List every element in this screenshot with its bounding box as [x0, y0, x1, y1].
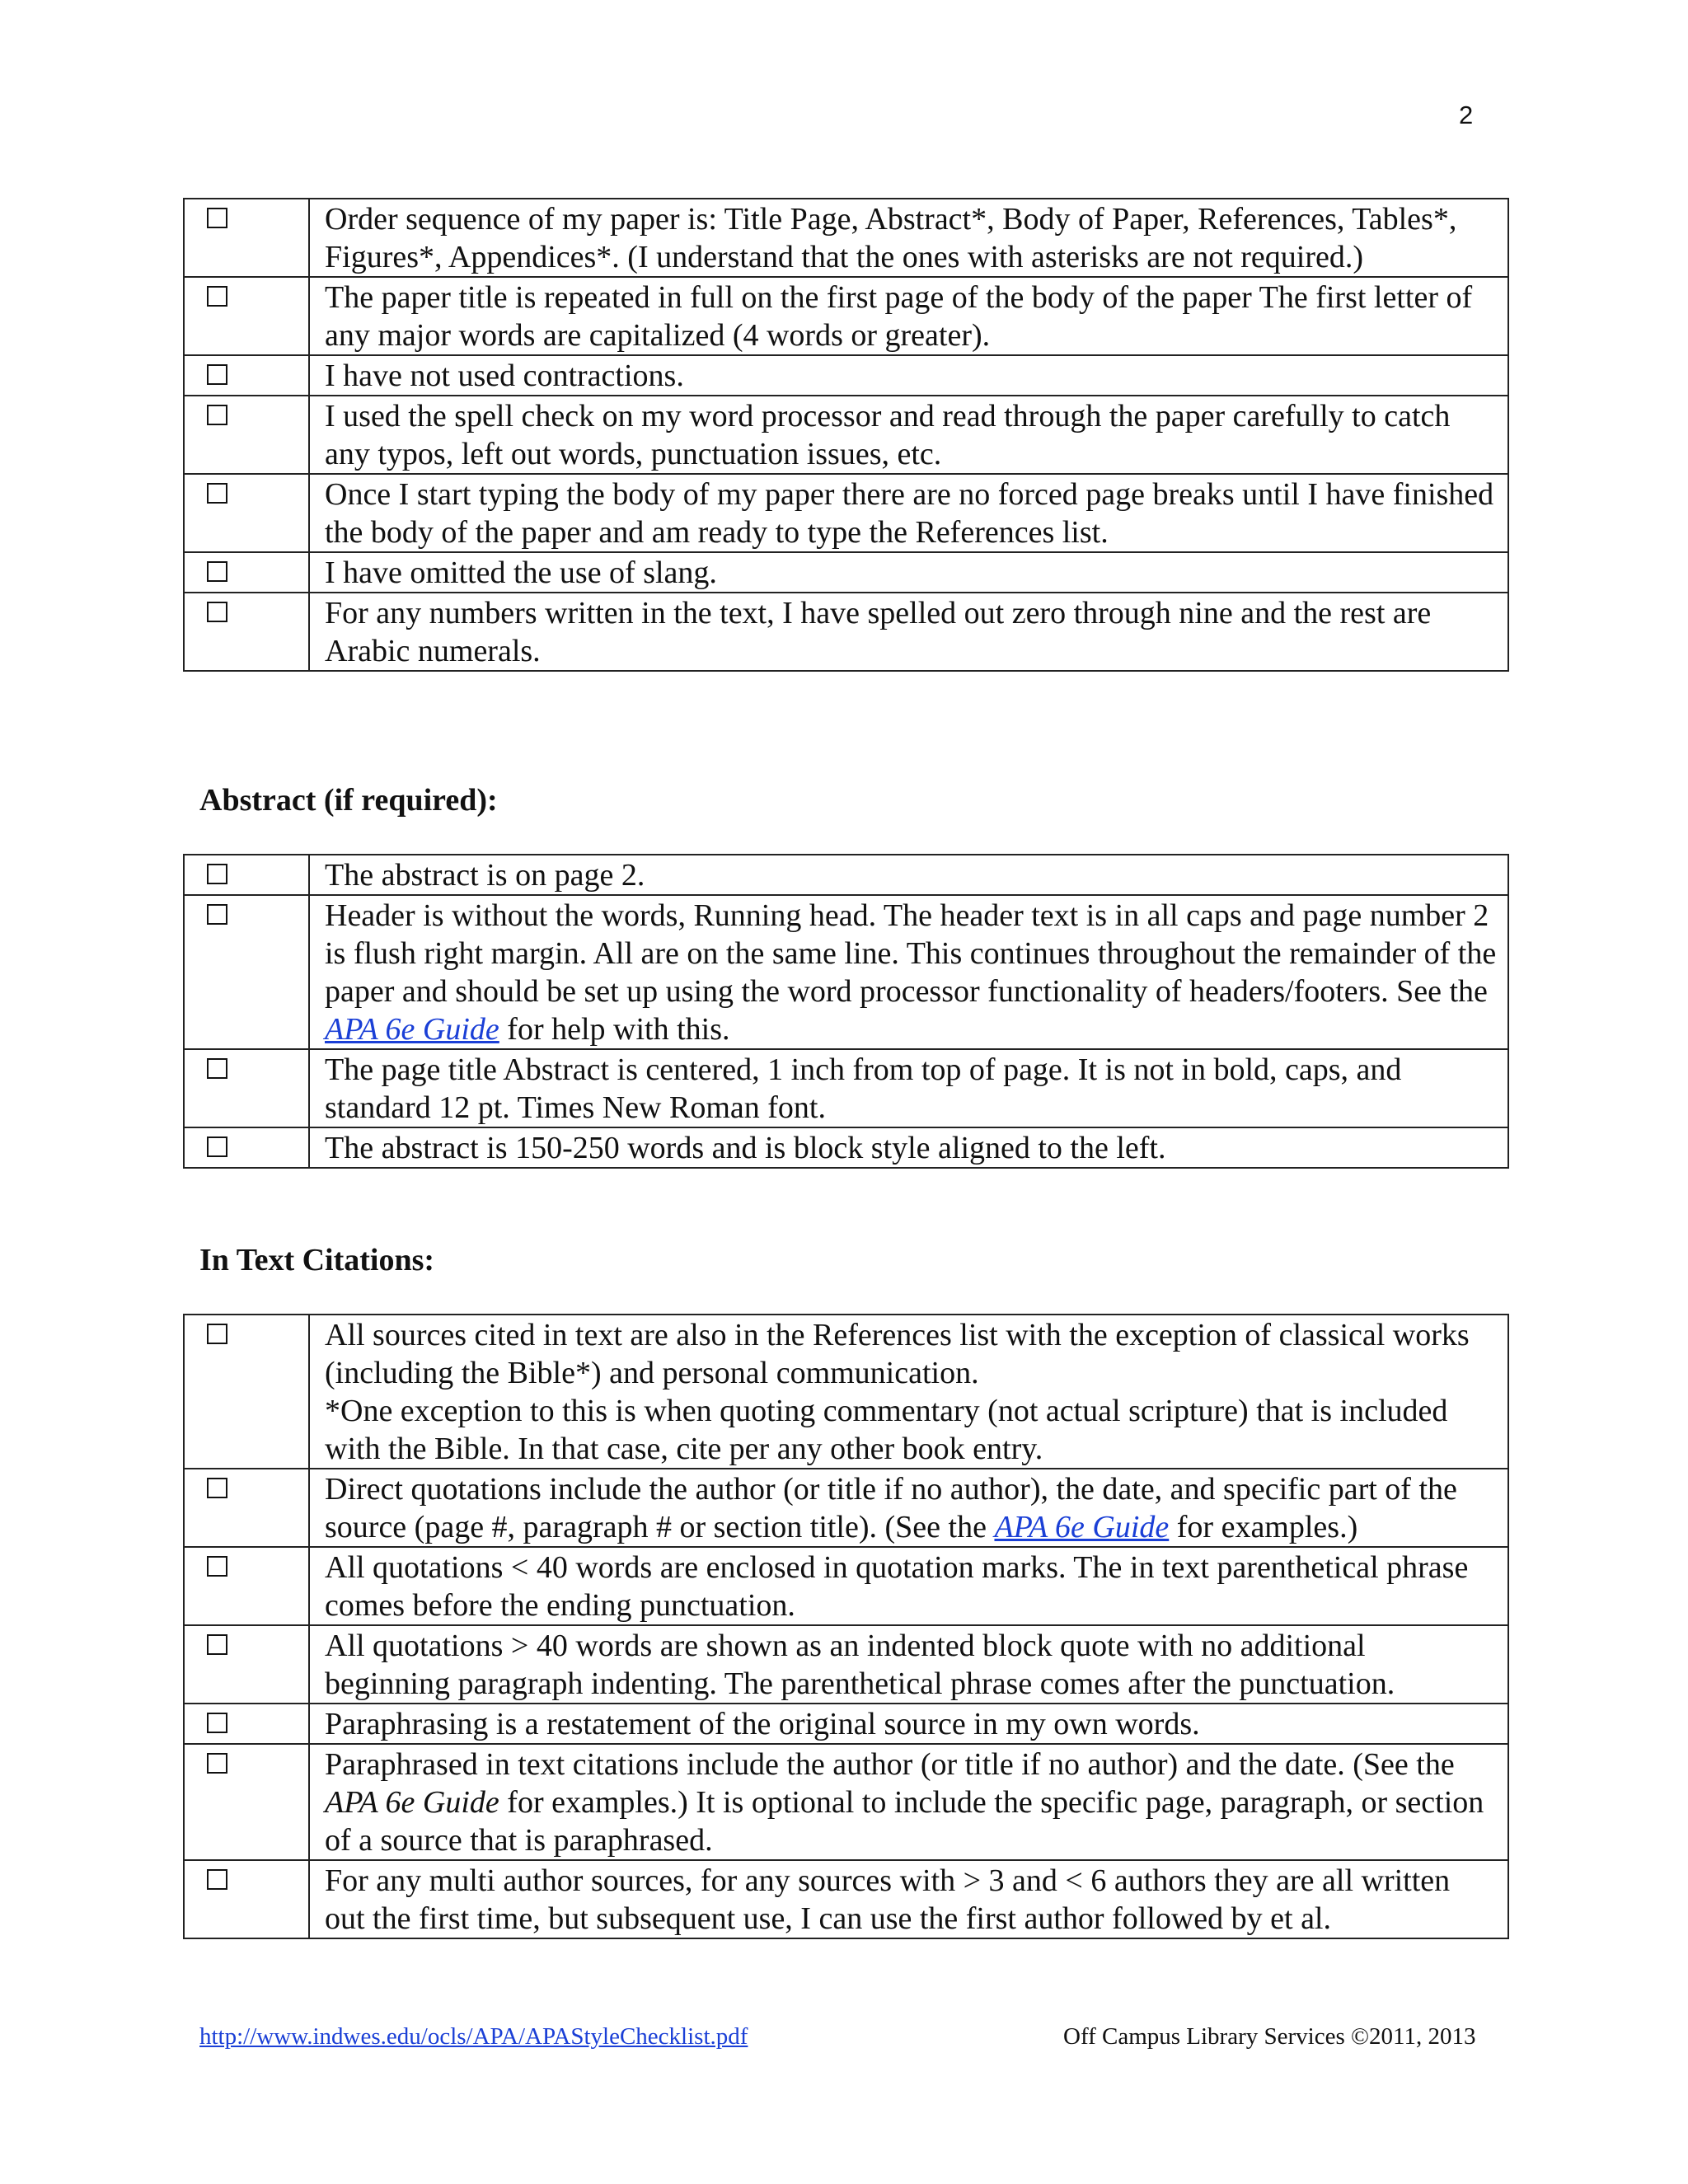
- checklist-row: [184, 474, 1508, 552]
- checklist-row: [184, 1860, 1508, 1938]
- checklist-row: [184, 1049, 1508, 1127]
- checkbox[interactable]: [207, 1713, 227, 1733]
- checklist-item-text: For any numbers written in the text, I have spelled out zero through nine and the rest are Arabic numerals.: [309, 593, 1508, 671]
- checkbox[interactable]: [207, 1556, 227, 1577]
- checklist-row: [184, 1469, 1508, 1547]
- apa-guide-link[interactable]: APA 6e Guide: [994, 1510, 1170, 1544]
- checkbox[interactable]: [207, 1634, 227, 1655]
- footer-copyright: Off Campus Library Services ©2011, 2013: [1063, 2023, 1476, 2050]
- checklist-item-text: Paraphrasing is a restatement of the original source in my own words.: [309, 1704, 1508, 1744]
- checklist-item-text: All sources cited in text are also in the References list with the exception of classical works (including the Bible*) and personal communication. *One exception to this is when quoting commentary (not actual scripture) that is included with the Bible. In that case, cite per any other book entry.: [309, 1315, 1508, 1469]
- checklist-row: [184, 552, 1508, 593]
- citations-checklist-table: [183, 1314, 1509, 1939]
- checklist-item-text: I used the spell check on my word processor and read through the paper carefully to catch any typos, left out words, punctuation issues, etc.: [309, 396, 1508, 474]
- abstract-checklist-table: [183, 854, 1509, 1169]
- in-text-citations-heading: In Text Citations:: [199, 1243, 435, 1277]
- checkbox[interactable]: [207, 286, 227, 307]
- checklist-item-text: Order sequence of my paper is: Title Page, Abstract*, Body of Paper, References, Tables*, Figures*, Appendices*. (I understand that the ones with asterisks are not required.): [309, 199, 1508, 277]
- checklist-item-text: For any multi author sources, for any sources with > 3 and < 6 authors they are all written out the first time, but subsequent use, I can use the first author followed by et al.: [309, 1860, 1508, 1938]
- checkbox[interactable]: [207, 904, 227, 925]
- abstract-heading: Abstract (if required):: [199, 783, 498, 818]
- checklist-item-text: The abstract is 150-250 words and is block style aligned to the left.: [309, 1127, 1508, 1168]
- checklist-item-text: Direct quotations include the author (or title if no author), the date, and specific part of the source (page #, paragraph # or section title). (See the APA 6e Guide for examples.): [309, 1469, 1508, 1547]
- checkbox[interactable]: [207, 1478, 227, 1498]
- checklist-row: [184, 355, 1508, 396]
- checklist-row: [184, 199, 1508, 277]
- checkbox[interactable]: [207, 1753, 227, 1774]
- checklist-row: [184, 1704, 1508, 1744]
- checkbox[interactable]: [207, 1324, 227, 1344]
- checklist-row: [184, 277, 1508, 355]
- checklist-row: [184, 1625, 1508, 1704]
- general-checklist-table: [183, 198, 1509, 672]
- checklist-item-text: The abstract is on page 2.: [309, 855, 1508, 895]
- checklist-item-text: I have omitted the use of slang.: [309, 552, 1508, 593]
- checklist-item-text: The paper title is repeated in full on the first page of the body of the paper The first letter of any major words are capitalized (4 words or greater).: [309, 277, 1508, 355]
- checkbox[interactable]: [207, 602, 227, 622]
- footer-url-link[interactable]: http://www.indwes.edu/ocls/APA/APAStyleChecklist.pdf: [199, 2023, 748, 2050]
- checklist-item-text: Header is without the words, Running head. The header text is in all caps and page number 2 is flush right margin. All are on the same line. This continues throughout the remainder of the paper and should be set up using the word processor functionality of headers/footers. See the APA 6e Guide for help with this.: [309, 895, 1508, 1049]
- checkbox[interactable]: [207, 405, 227, 425]
- checklist-row: [184, 1744, 1508, 1860]
- checkbox[interactable]: [207, 483, 227, 504]
- checkbox[interactable]: [207, 364, 227, 385]
- apa-guide-link[interactable]: APA 6e Guide: [325, 1012, 499, 1047]
- checklist-item-text: I have not used contractions.: [309, 355, 1508, 396]
- checkbox[interactable]: [207, 864, 227, 884]
- checkbox[interactable]: [207, 561, 227, 582]
- checklist-row: [184, 593, 1508, 671]
- apa-guide-title: APA 6e Guide: [325, 1785, 499, 1820]
- checklist-row: [184, 895, 1508, 1049]
- checkbox[interactable]: [207, 1137, 227, 1157]
- checklist-row: [184, 855, 1508, 895]
- page-number: 2: [1459, 101, 1474, 129]
- checkbox[interactable]: [207, 1869, 227, 1890]
- checklist-item-text: All quotations > 40 words are shown as an indented block quote with no additional beginning paragraph indenting. The parenthetical phrase comes after the punctuation.: [309, 1625, 1508, 1704]
- checkbox[interactable]: [207, 1058, 227, 1079]
- checklist-item-text: All quotations < 40 words are enclosed in quotation marks. The in text parenthetical phrase comes before the ending punctuation.: [309, 1547, 1508, 1625]
- checklist-row: [184, 1127, 1508, 1168]
- checklist-row: [184, 1315, 1508, 1469]
- checklist-item-text: The page title Abstract is centered, 1 inch from top of page. It is not in bold, caps, and standard 12 pt. Times New Roman font.: [309, 1049, 1508, 1127]
- checklist-row: [184, 1547, 1508, 1625]
- checkbox[interactable]: [207, 208, 227, 228]
- checklist-item-text: Once I start typing the body of my paper there are no forced page breaks until I have finished the body of the paper and am ready to type the References list.: [309, 474, 1508, 552]
- checklist-row: [184, 396, 1508, 474]
- checklist-item-text: Paraphrased in text citations include the author (or title if no author) and the date. (See the APA 6e Guide for examples.) It is optional to include the specific page, paragraph, or section of a source that is paraphrased.: [309, 1744, 1508, 1860]
